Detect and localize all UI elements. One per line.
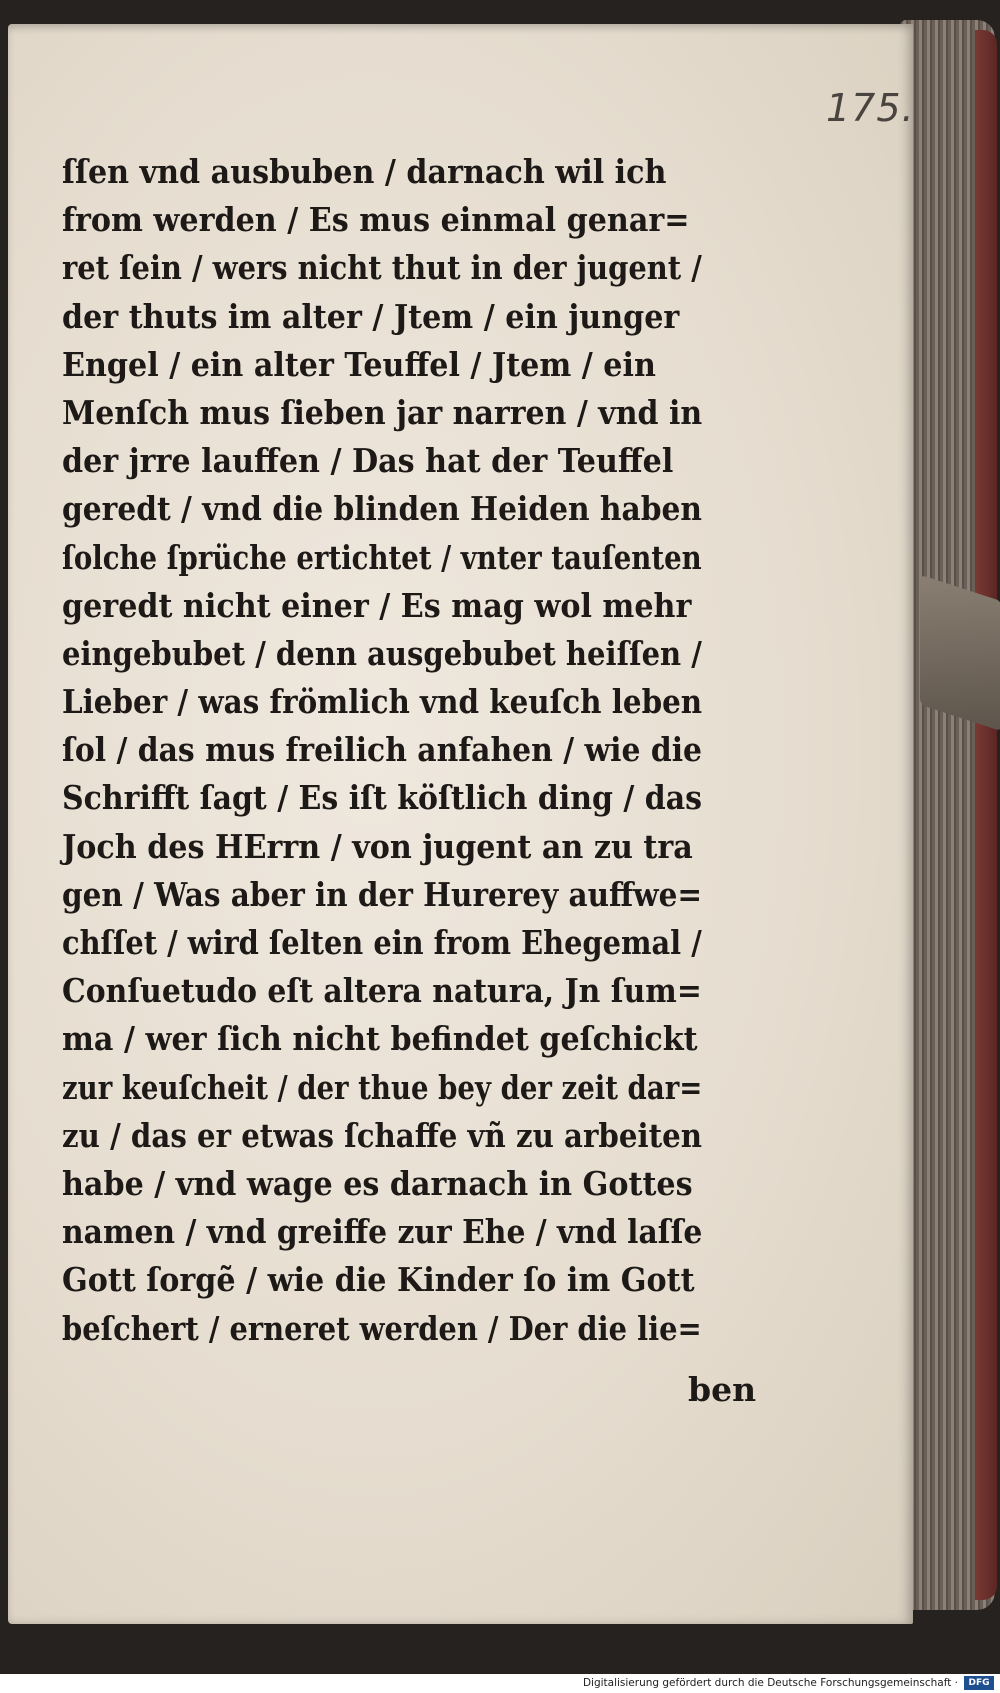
text-line: Joch des HErrn / von jugent an zu tra <box>62 826 693 866</box>
text-line: ma / wer ſich nicht befindet geſchickt <box>62 1019 698 1059</box>
text-line: Menſch mus ſieben jar narren / vnd in <box>62 392 703 432</box>
text-line: from werden / Es mus einmal genar= <box>62 200 690 240</box>
book-cover-edge <box>975 30 997 1600</box>
text-line: ſol / das mus freilich anfahen / wie die <box>62 730 703 770</box>
page-number: 175. <box>826 86 915 130</box>
text-line: geredt / vnd die blinden Heiden haben <box>62 489 703 529</box>
text-line: gen / Was aber in der Hurerey auffwe= <box>62 874 703 914</box>
catchword: ben <box>688 1370 757 1409</box>
text-line: Engel / ein alter Teuffel / Jtem / ein <box>62 344 656 384</box>
text-line: der thuts im alter / Jtem / ein junger <box>62 296 680 336</box>
text-line: Schrifft ſagt / Es iſt köſtlich ding / das <box>62 778 702 818</box>
text-line: Lieber / was frömlich vnd keuſch leben <box>62 682 703 722</box>
text-line: der jrre lauffen / Das hat der Teuffel <box>62 441 674 481</box>
text-line: chſſet / wird ſelten ein from Ehegemal / <box>62 923 702 962</box>
text-line: habe / vnd wage es darnach in Gottes <box>62 1163 693 1203</box>
text-line: Gott ſorgẽ / wie die Kinder ſo im Gott <box>62 1260 695 1300</box>
text-line: zur keuſcheit / der thue bey der zeit dar= <box>62 1067 703 1107</box>
dfg-logo: DFG <box>964 1676 994 1690</box>
text-line: ſſen vnd ausbuben / darnach wil ich <box>62 152 667 191</box>
text-line: eingebubet / denn ausgebubet heiſſen / <box>62 633 702 673</box>
text-line: geredt nicht einer / Es mag wol mehr <box>62 585 692 625</box>
text-line: namen / vnd greiffe zur Ehe / vnd laſſe <box>62 1212 703 1252</box>
body-text <box>62 148 762 1353</box>
text-line: Conſuetudo eſt altera natura, Jn ſum= <box>62 971 702 1011</box>
text-line: ret ſein / wers nicht thut in der jugent / <box>62 248 702 288</box>
funding-credit: Digitalisierung gefördert durch die Deutsche Forschungsgemeinschaft · <box>582 1677 958 1689</box>
text-line: zu / das er etwas ſchaffe vñ zu arbeiten <box>62 1115 702 1155</box>
bookmark-tab <box>920 575 1000 732</box>
text-line: beſchert / erneret werden / Der die lie= <box>62 1308 702 1348</box>
text-line: ſolche ſprüche ertichtet / vnter tauſenten <box>62 537 702 577</box>
